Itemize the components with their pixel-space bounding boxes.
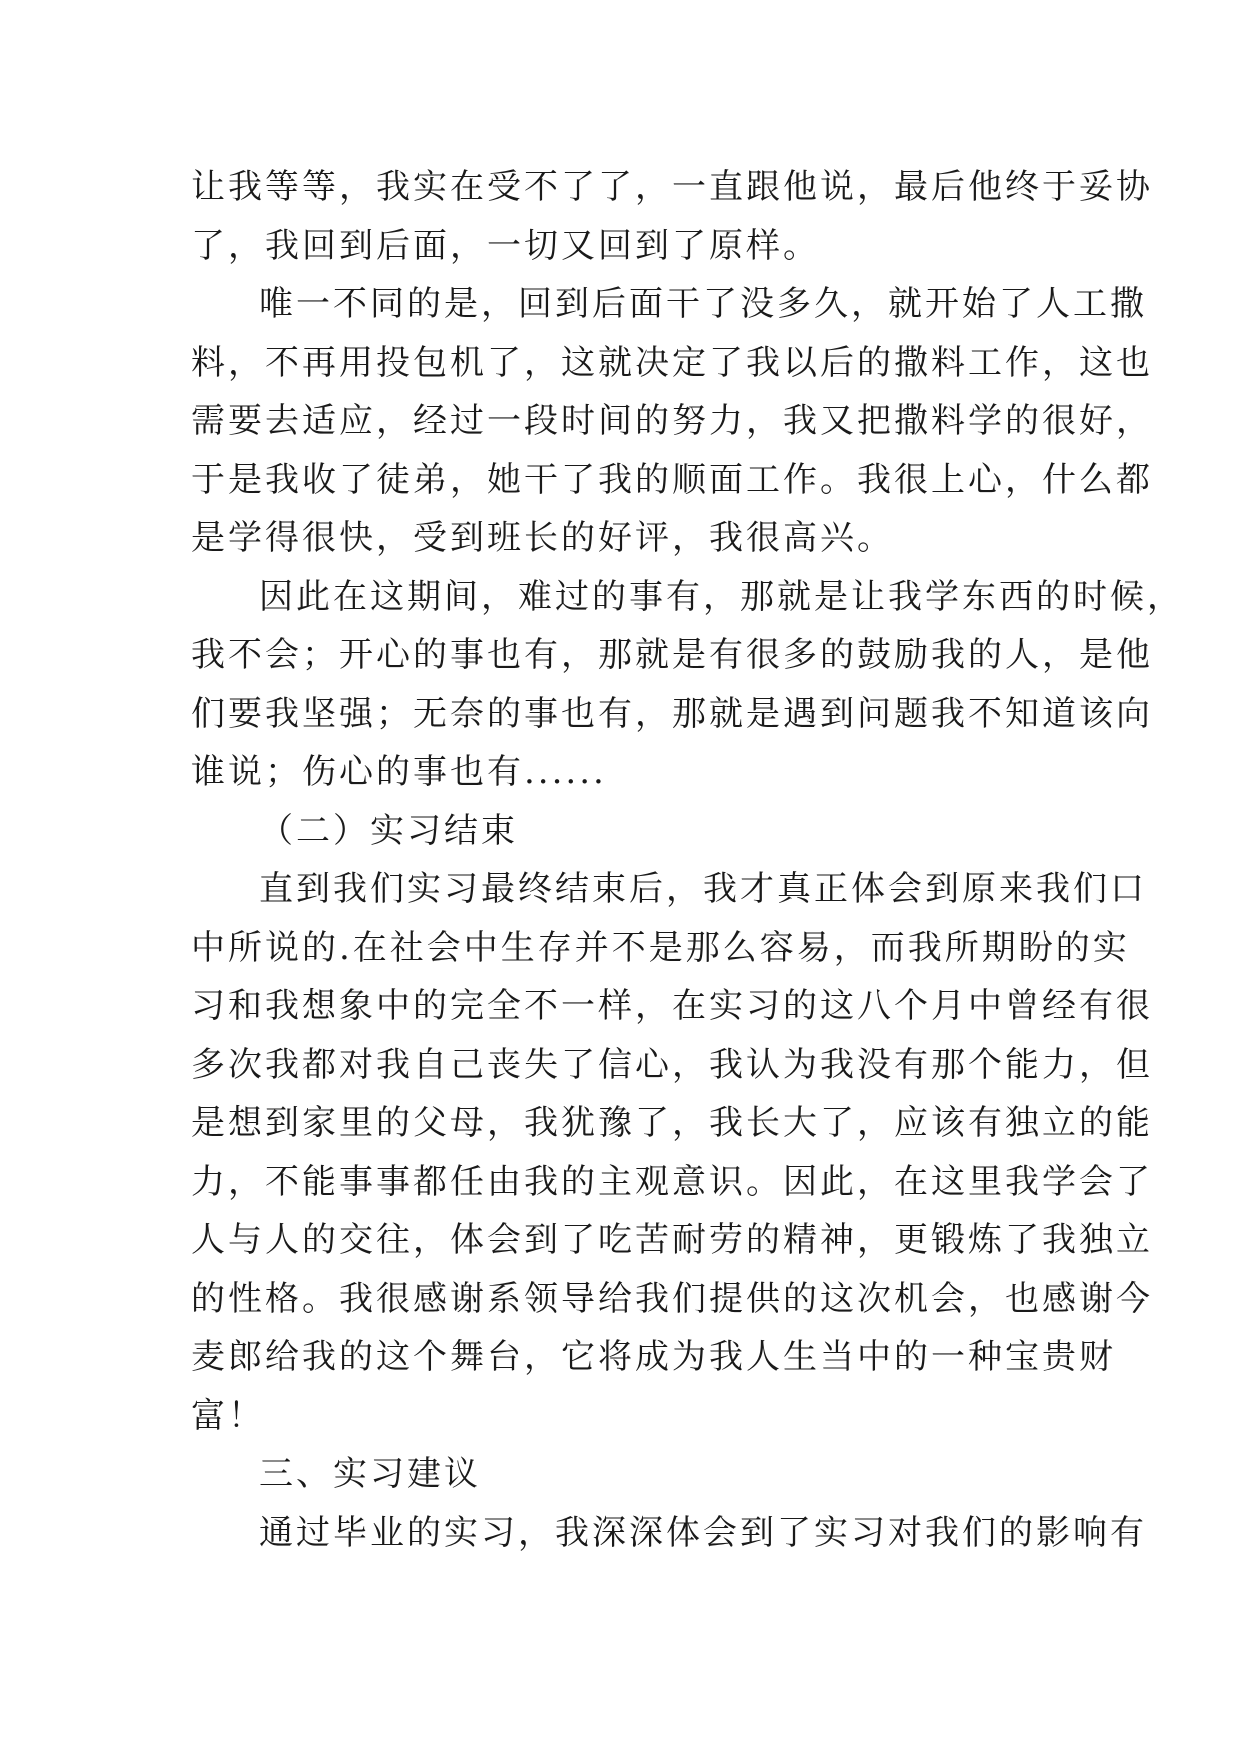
paragraph-start: 唯一不同的是，回到后面干了没多久，就开始了人工撒 xyxy=(259,284,1147,324)
text-line: 中所说的.在社会中生存并不是那么容易，而我所期盼的实 xyxy=(191,927,1130,968)
paragraph-start: 直到我们实习最终结束后，我才真正体会到原来我们口 xyxy=(259,869,1147,909)
text-line: 的性格。我很感谢系领导给我们提供的这次机会，也感谢今 xyxy=(191,1278,1153,1319)
paragraph-start: 通过毕业的实习，我深深体会到了实习对我们的影响有 xyxy=(259,1512,1147,1553)
text-line: 料，不再用投包机了，这就决定了我以后的撒料工作，这也 xyxy=(191,342,1153,383)
text-line: 们要我坚强；无奈的事也有，那就是遇到问题我不知道该向 xyxy=(191,693,1153,734)
text-line: 是学得很快，受到班长的好评，我很高兴。 xyxy=(191,518,894,558)
text-line: 让我等等，我实在受不了了，一直跟他说，最后他终于妥协 xyxy=(191,167,1153,207)
text-line: 了，我回到后面，一切又回到了原样。 xyxy=(191,225,820,266)
text-line: 习和我想象中的完全不一样，在实习的这八个月中曾经有很 xyxy=(191,986,1153,1026)
document-body xyxy=(191,158,1184,1562)
text-line: 多次我都对我自己丧失了信心，我认为我没有那个能力，但 xyxy=(191,1044,1153,1085)
text-line: 麦郎给我的这个舞台，它将成为我人生当中的一种宝贵财 xyxy=(191,1337,1116,1377)
text-line: 是想到家里的父母，我犹豫了，我长大了，应该有独立的能 xyxy=(191,1103,1153,1143)
text-line: 我不会；开心的事也有，那就是有很多的鼓励我的人，是他 xyxy=(191,635,1153,675)
text-line: 于是我收了徒弟，她干了我的顺面工作。我很上心，什么都 xyxy=(191,459,1153,500)
text-line: 需要去适应，经过一段时间的努力，我又把撒料学的很好， xyxy=(191,401,1153,441)
paragraph-start: 因此在这期间，难过的事有，那就是让我学东西的时候， xyxy=(259,576,1184,617)
section-heading: 三、实习建议 xyxy=(259,1454,481,1494)
text-line: 力，不能事事都任由我的主观意识。因此，在这里我学会了 xyxy=(191,1161,1153,1202)
text-line: 谁说；伤心的事也有...... xyxy=(191,752,607,792)
text-line: 人与人的交往，体会到了吃苦耐劳的精神，更锻炼了我独立 xyxy=(191,1220,1153,1260)
section-heading: （二）实习结束 xyxy=(259,810,518,851)
text-line: 富！ xyxy=(191,1395,265,1436)
